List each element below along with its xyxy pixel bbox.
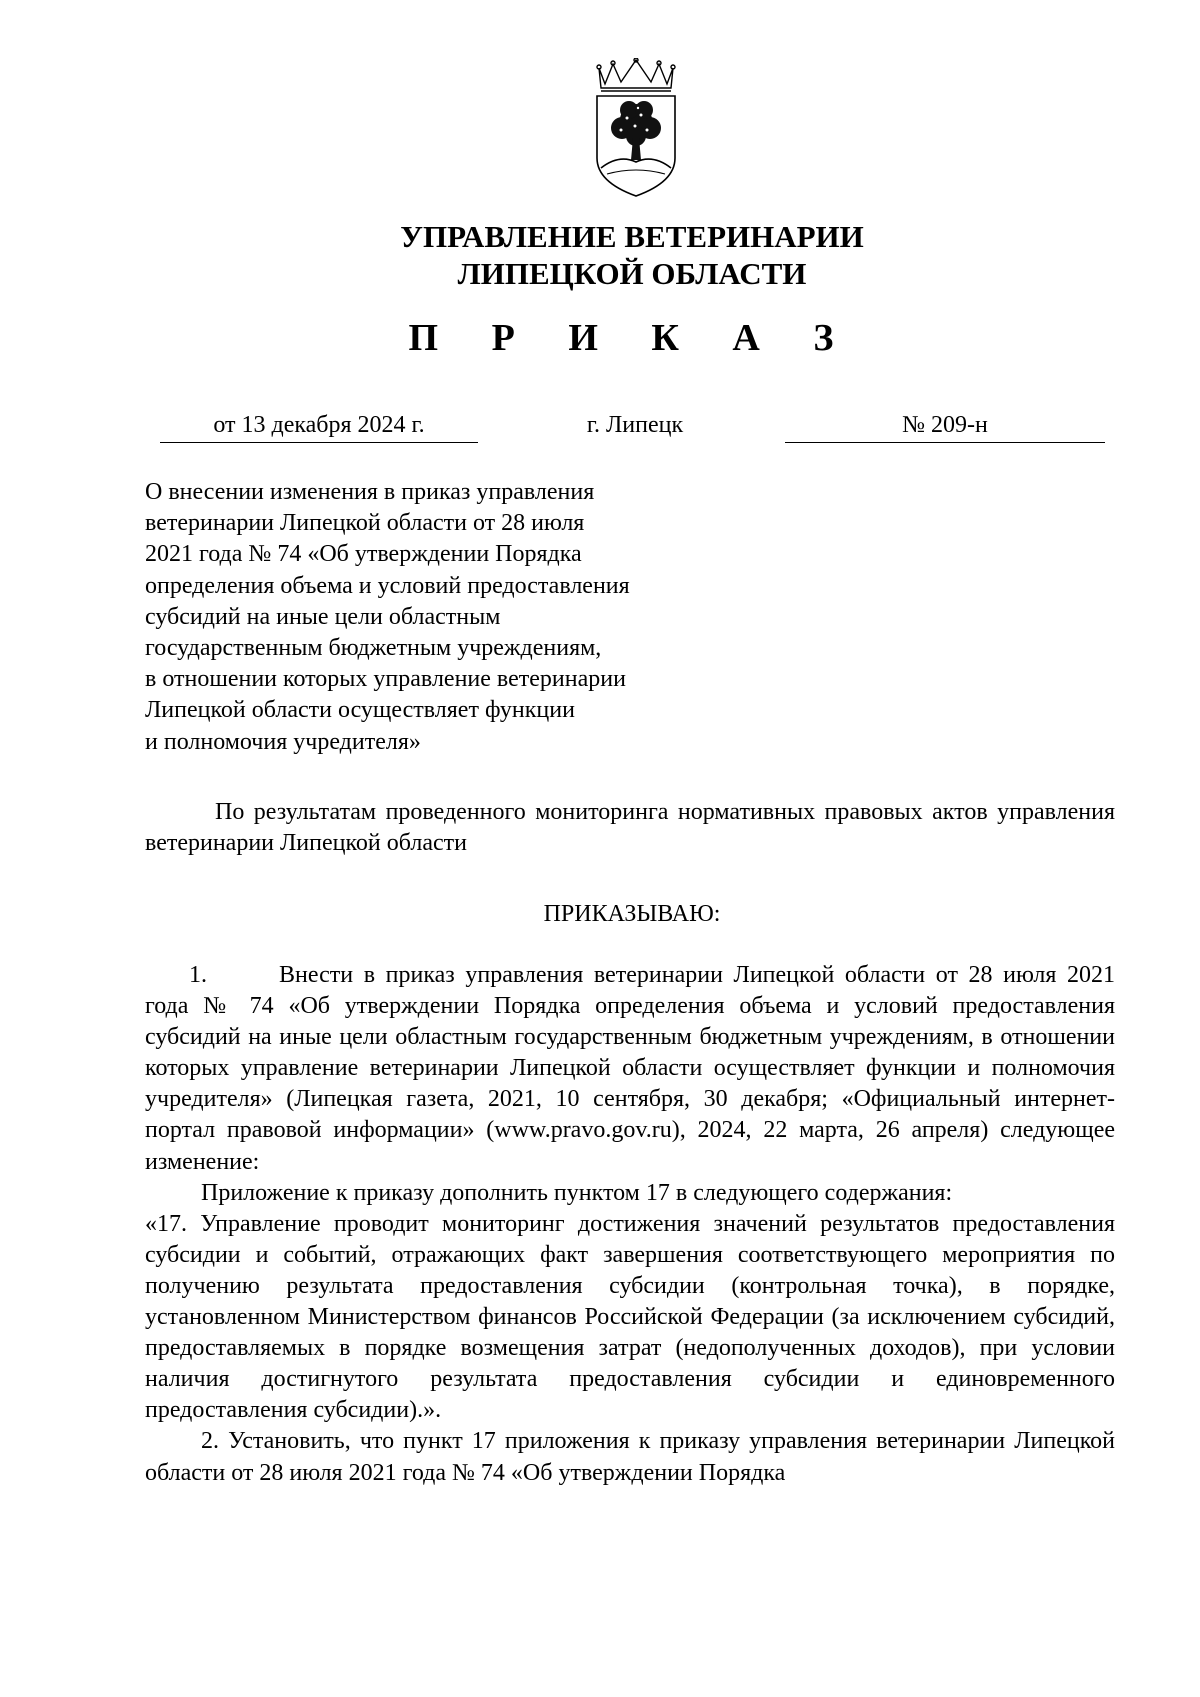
coat-of-arms-icon <box>591 58 681 198</box>
preamble-paragraph: По результатам проведенного мониторинга нормативных правовых актов управления ветеринарии Липецкой области <box>145 799 1115 856</box>
subject-line: и полномочия учредителя» <box>145 728 421 755</box>
document-city: г. Липецк <box>586 412 684 438</box>
org-name-line-2: ЛИПЕЦКОЙ ОБЛАСТИ <box>457 256 807 291</box>
subject-line: определения объема и условий предоставления <box>145 572 630 599</box>
subject-line: О внесении изменения в приказ управления <box>145 479 595 505</box>
supplement-paragraph: Приложение к приказу дополнить пунктом 17 в следующего содержания: <box>201 1179 953 1206</box>
subject-line: государственным бюджетным учреждениям, <box>145 635 602 662</box>
quoted-clause-17: «17. Управление проводит мониторинг достижения значений результатов предоставления субсидии и событий, отражающих факт завершения соответствующего мероприятия по получению результата предоставления субсидии (контрольная точка), в порядке, установленном Министерством финансов Российской Федерации (за исключением субсидий, предоставляемых в порядке возмещения затрат (недополученных доходов), при условии наличия достигнутого результата предоставления субсидии и единовременного предоставления субсидии).». <box>145 1210 1115 1424</box>
subject-line: Липецкой области осуществляет функции <box>145 697 575 724</box>
subject-line: в отношении которых управление ветеринарии <box>145 666 626 693</box>
subject-line: субсидий на иные цели областным <box>145 603 501 630</box>
item-2-paragraph: 2. Установить, что пункт 17 приложения к приказу управления ветеринарии Липецкой области от 28 июля 2021 года № 74 «Об утверждении Порядка <box>145 1428 1115 1486</box>
org-name-line-1: УПРАВЛЕНИЕ ВЕТЕРИНАРИИ <box>400 219 864 254</box>
document-subject <box>145 477 745 758</box>
item-1-paragraph <box>145 960 1115 1178</box>
document-type-title: П Р И К А З <box>408 317 856 359</box>
subject-line: 2021 года № 74 «Об утверждении Порядка <box>145 541 582 568</box>
order-body <box>145 960 1115 1489</box>
order-directive: ПРИКАЗЫВАЮ: <box>543 901 721 927</box>
organization-name <box>0 218 1200 292</box>
item-1-number: 1. <box>189 962 207 988</box>
subject-line: ветеринарии Липецкой области от 28 июля <box>145 510 585 537</box>
document-number: № 209-н <box>785 410 1105 443</box>
document-date: от 13 декабря 2024 г. <box>160 410 478 443</box>
item-1-text: Внести в приказ управления ветеринарии Липецкой области от 28 июля 2021 года № 74 «Об утверждении Порядка определения объема и условий предоставления субсидий на иные цели областным государственным бюджетным учреждениям, в отношении которых управление ветеринарии Липецкой области осуществляет функции и полномочия учредителя» (Липецкая газета, 2021, 10 сентября, 30 декабря; «Официальный интернет-портал правовой информации» (www.pravo.gov.ru), 2024, 22 марта, 26 апреля) следующее изменение: <box>145 962 1115 1175</box>
